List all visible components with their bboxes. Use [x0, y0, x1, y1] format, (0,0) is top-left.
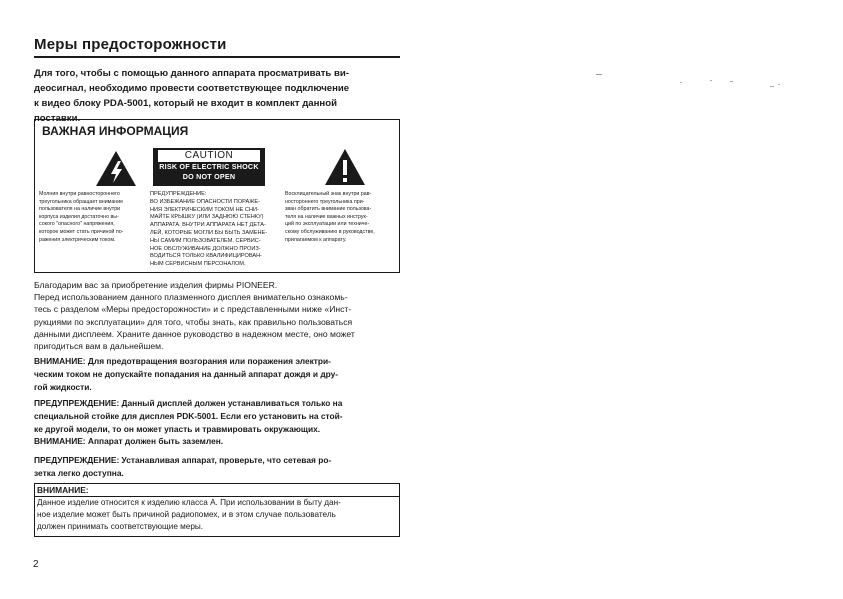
notice-title: ВНИМАНИЕ: — [35, 484, 399, 497]
text-line: НЫ САМИМ ПОЛЬЗОВАТЕЛЕМ. СЕРВИС- — [150, 237, 261, 244]
exclamation-explanation — [285, 191, 395, 244]
notice-text — [35, 497, 399, 534]
caution-label — [153, 148, 265, 186]
thanks-paragraph — [34, 279, 400, 352]
text-line: зван обратить внимание пользова- — [285, 206, 372, 213]
warning-line: гой жидкости. — [34, 382, 92, 393]
caution-shock-text: RISK OF ELECTRIC SHOCK — [159, 162, 259, 171]
warning-line: специальной стойке для дисплея PDK-5001. Если его установить на стой- — [34, 411, 343, 422]
text-line: НИЯ ЭЛЕКТРИЧЕСКИМ ТОКОМ НЕ СНИ- — [150, 206, 259, 213]
exclamation-warning-icon — [324, 148, 366, 186]
notice-line: Данное изделие относится к изделию класса А. При использовании в быту дан- — [37, 498, 341, 507]
text-line: ВОДИТЬСЯ ТОЛЬКО КВАЛИФИЦИРОВАН- — [150, 253, 262, 260]
text-line: ностороннего треугольника при- — [285, 198, 365, 205]
warning-line: ке другой модели, то он может упасть и травмировать окружающих. — [34, 424, 321, 435]
text-line: скому обслуживанию в руководстве, — [285, 228, 375, 235]
text-line: НЫМ СЕРВИСНЫМ ПЕРСОНАЛОМ. — [150, 261, 246, 268]
caution-open-text: DO NOT OPEN — [182, 172, 236, 181]
intro-line: поставки. — [34, 113, 81, 124]
scan-specks — [560, 60, 800, 100]
stand-warning — [34, 397, 400, 437]
text-line: АППАРАТА. ВНУТРИ АППАРАТА НЕТ ДЕТА- — [150, 222, 266, 229]
intro-line: Для того, чтобы с помощью данного аппарата просматривать ви- — [34, 68, 349, 79]
lightning-explanation — [39, 191, 143, 244]
important-info-box — [34, 119, 400, 273]
text-line: треугольника обращает внимание — [39, 198, 124, 205]
text-line: Молния внутри равностороннего — [39, 191, 120, 197]
warning-line: ПРЕДУПРЕЖДЕНИЕ: Данный дисплей должен устанавливаться только на — [34, 398, 343, 408]
body-line: рукциями по эксплуатации» для того, чтобы знать, как правильно пользоваться — [34, 316, 353, 327]
class-a-notice-box — [34, 483, 400, 537]
grounding-warning: ВНИМАНИЕ: Аппарат должен быть заземлен. — [34, 436, 224, 446]
socket-warning — [34, 454, 400, 480]
text-line: ций по эксплуатации или техниче- — [285, 221, 370, 228]
notice-line: должен принимать соответствующие меры. — [37, 522, 204, 532]
text-line: ЛЕЙ, КОТОРЫЕ МОГЛИ БЫ БЫТЬ ЗАМЕНЕ- — [150, 229, 268, 236]
warning-line: зетка легко доступна. — [34, 468, 124, 479]
fire-shock-warning — [34, 355, 400, 395]
text-line: корпуса изделия достаточно вы- — [39, 213, 119, 220]
text-line: теля на наличие важных инструк- — [285, 213, 368, 220]
caution-explanation — [150, 191, 276, 269]
page-number: 2 — [33, 559, 39, 570]
page-title: Меры предосторожности — [34, 36, 400, 58]
text-line: ПРЕДУПРЕЖДЕНИЕ: — [150, 191, 207, 197]
body-line: пригодиться вам в дальнейшем. — [34, 341, 164, 352]
text-line: которое может стать причиной по- — [39, 228, 124, 235]
intro-line: к видео блоку PDA-5001, который не входит в комплект данной — [34, 98, 337, 109]
intro-paragraph — [34, 66, 400, 126]
body-line: Благодарим вас за приобретение изделия фирмы PIONEER. — [34, 280, 278, 290]
body-line: тесь с разделом «Меры предосторожности» и с представленными ниже «Инст- — [34, 304, 352, 315]
intro-line: деосигнал, необходимо провести соответствующее подключение — [34, 83, 350, 94]
text-line: сокого "опасного" напряжения, — [39, 221, 115, 228]
text-line: МАЙТЕ КРЫШКУ (ИЛИ ЗАДНЮЮ СТЕНКУ) — [150, 214, 264, 221]
notice-line: ное изделие может быть причиной радиопомех, и в этом случае пользователь — [37, 510, 336, 520]
text-line: пользователя на наличие внутри — [39, 206, 121, 213]
text-line: Восклицательный знак внутри рав- — [285, 191, 372, 197]
caution-word: CAUTION — [158, 150, 260, 162]
text-line: прилагаемом к аппарату. — [285, 236, 347, 243]
warning-line: ПРЕДУПРЕЖДЕНИЕ: Устанавливая аппарат, проверьте, что сетевая ро- — [34, 455, 332, 465]
text-line: ражения электрическим током. — [39, 236, 116, 243]
body-line: данными дисплеем. Храните данное руководство в надежном месте, оно может — [34, 328, 355, 339]
warning-line: ВНИМАНИЕ: Для предотвращения возгорания или поражения электри- — [34, 356, 331, 366]
important-info-title: ВАЖНАЯ ИНФОРМАЦИЯ — [42, 124, 189, 138]
lightning-warning-icon — [95, 150, 137, 187]
text-line: ВО ИЗБЕЖАНИЕ ОПАСНОСТИ ПОРАЖЕ- — [150, 198, 260, 205]
warning-line: ческим током не допускайте попадания на данный аппарат дождя и дру- — [34, 369, 339, 380]
text-line: НОЕ ОБСЛУЖИВАНИЕ ДОЛЖНО ПРОИЗ- — [150, 245, 261, 252]
body-line: Перед использованием данного плазменного дисплея внимательно ознакомь- — [34, 292, 348, 303]
